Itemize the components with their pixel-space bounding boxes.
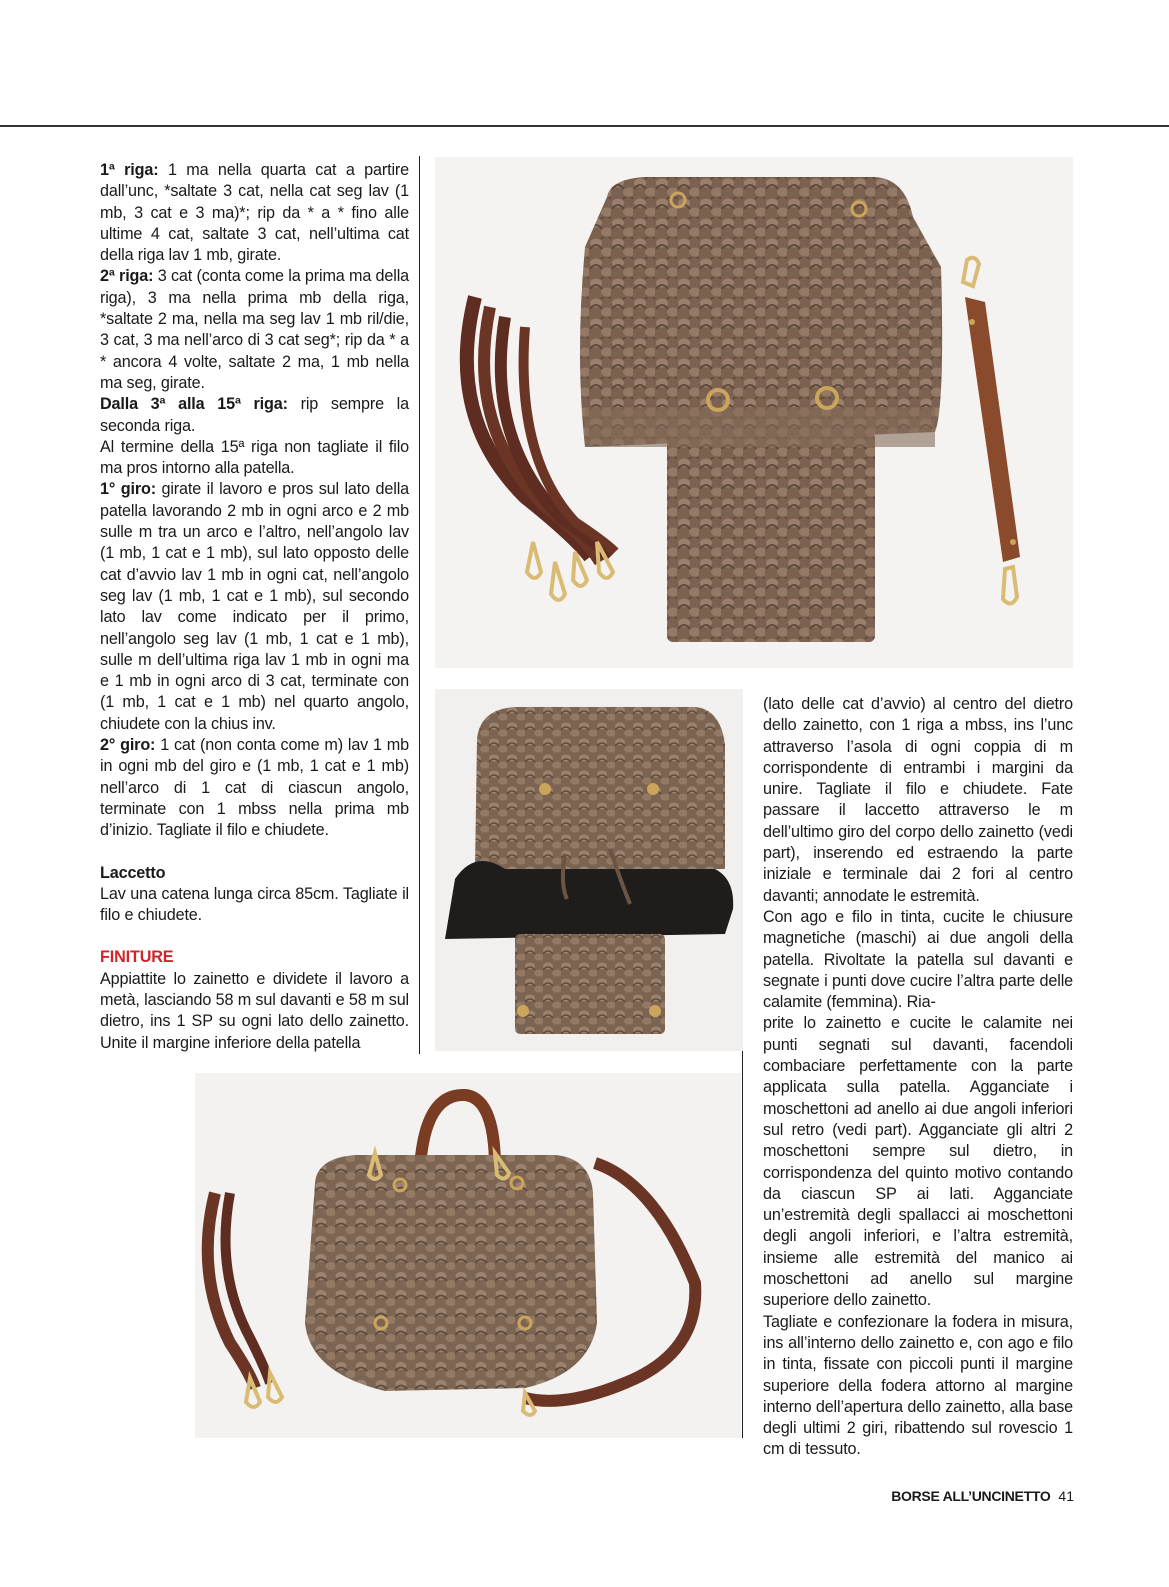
paragraph-right-3: prite lo zainetto e cucite le calamite nei punti segnati sul davanti, facendoli combaciare perfettamente con la parte applicata sulla patella. Agganciate i moschettoni ad anello ai due angoli inferiori sul retro (vedi part). Agganciate gli altri 2 moschettoni sempre sul dietro, in corrispondenza del quinto motivo contando da ciascun SP ai lati. Agganciate un’estremità degli spallacci ai moschettoni degli angoli inferiori, e l’altra estremità, insieme alle estremità del manico ai moschettoni ad anello sul margine superiore dello zainetto. [763, 1014, 1073, 1310]
text-riga-3-15: rip sempre la seconda riga. [100, 395, 409, 435]
text-giro-1: girate il lavoro e pros sul lato della patella lavorando 2 mb in ogni arco e 2 mb sulle m tra un arco e l’altro, nell’angolo lav (1 mb, 1 cat e 1 mb), sul lato opposto delle cat d’avvio lav 1 mb in ogni cat, nell’angolo seg lav (1 mb, 1 cat e 1 mb), sul secondo lato lav come indicato per il primo, nell’angolo seg lav (1 mb, 1 cat e 1 mb), sulle m dell’ultima riga lav 1 mb in ogni ma e 1 mb in ogni arco di 3 cat, terminate con (1 mb, 1 cat e 1 mb) nel quarto angolo, chiudete con la chius inv. [100, 480, 409, 733]
right-text-column [763, 694, 1073, 1461]
paragraph-right-1: (lato delle cat d’avvio) al centro del dietro dello zainetto, con 1 riga a mbss, ins l’unc attraverso l’asola di ogni coppia di m corrispondente di entrambi i margini da unire. Tagliate il filo e chiudete. Fate passare il laccetto attraverso le m dell’ultimo giro del corpo dello zainetto (vedi part), inserendo ed estraendo la parte iniziale e terminale dai 2 fori al centro davanti; annodate le estremità. [763, 695, 1073, 905]
text-riga-1: 1 ma nella quarta cat a partire dall’unc, *saltate 3 cat, nella cat seg lav (1 mb, 3 cat e 3 ma)*; rip da * a * fino alle ultime 4 cat, saltate 3 cat, nell’ultima cat della riga lav 1 mb, girate. [100, 161, 409, 265]
paragraph-finiture: Appiattite lo zainetto e dividete il lavoro a metà, lasciando 58 m sul davanti e 58 m sul dietro, ins 1 SP su ogni lato dello zainetto. Unite il margine inferiore della patella [100, 969, 409, 1052]
paragraph-riga-1 [100, 160, 409, 266]
photo-backpack-open-lining [435, 689, 743, 1051]
heading-laccetto: Laccetto [100, 863, 166, 882]
page-footer [891, 1488, 1074, 1504]
label-giro-2: 2° giro: [100, 736, 156, 755]
label-riga-2: 2ª riga: [100, 267, 154, 286]
paragraph-laccetto: Lav una catena lunga circa 85cm. Tagliate il filo e chiudete. [100, 884, 409, 925]
label-riga-3-15: Dalla 3ª alla 15ª riga: [100, 395, 288, 414]
magazine-title: BORSE ALL’UNCINETTO [891, 1488, 1051, 1504]
top-rule [0, 125, 1169, 127]
photo-backpack-assembled [195, 1073, 741, 1438]
paragraph-riga-2 [100, 266, 409, 394]
left-text-column [100, 160, 409, 1054]
paragraph-riga-3-15 [100, 394, 409, 437]
paragraph-giro-2 [100, 735, 409, 841]
text-giro-2: 1 cat (non conta come m) lav 1 mb in ogni mb del giro e (1 mb, 1 cat e 1 mb) nell’arco di 1 cat di ciascun angolo, terminate con 1 mbss nella prima mb d’inizio. Tagliate il filo e chiudete. [100, 736, 409, 840]
text-riga-2: 3 cat (conta come la prima ma della riga), 3 ma nella prima mb della riga, *saltate 2 ma, nella ma seg lav 1 mb ril/die, 3 cat, 3 ma nell’arco di 3 cat seg*; rip da * a * ancora 4 volte, saltate 2 ma, 1 mb nella ma seg, girate. [100, 267, 410, 392]
paragraph-right-4: Tagliate e confezionare la fodera in misura, ins all’interno dello zainetto e, con ago e filo in tinta, fissate con piccoli punti il margine superiore della fodera attorno al margine interno dell’apertura dello zainetto, alla base degli ultimi 2 giri, ribattendo sul rovescio 1 cm di tessuto. [763, 1312, 1073, 1459]
heading-finiture: FINITURE [100, 948, 174, 967]
label-riga-1: 1ª riga: [100, 161, 159, 179]
paragraph-giro-1 [100, 479, 409, 735]
photo-backpack-flat-with-straps [435, 157, 1073, 668]
paragraph-right-2: Con ago e filo in tinta, cucite le chiusure magnetiche (maschi) ai due angoli della patella. Rivoltate la patella sul davanti e segnate i punti dove cucire l’altra parte delle calamite (femmina). Ria- [763, 907, 1073, 1012]
label-giro-1: 1° giro: [100, 480, 156, 499]
page-number: 41 [1058, 1488, 1074, 1504]
column-divider-left [419, 156, 420, 1054]
paragraph-note: Al termine della 15ª riga non tagliate il filo ma pros intorno alla patella. [100, 437, 409, 478]
